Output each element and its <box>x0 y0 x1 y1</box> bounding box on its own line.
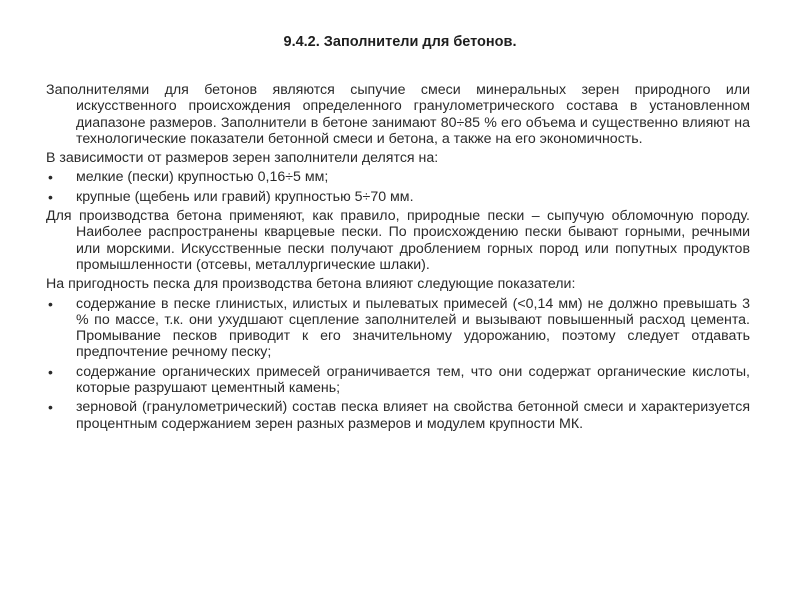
bullet-icon: • <box>48 169 53 186</box>
bullet-icon: • <box>48 399 53 416</box>
classification-intro: В зависимости от размеров зерен заполнители делятся на: <box>46 150 439 167</box>
intro-paragraph: Заполнителями для бетонов являются сыпучие смеси минеральных зерен природного или искусственного происхождения определенного гранулометрического состава в установленном диапазоне размеров. Заполнители в бетоне занимают 80÷85 % его объема и существенно влияют на технологические показатели бетонной смеси и бетона, а также на его экономичность. <box>46 82 750 147</box>
document-body <box>46 82 750 435</box>
bullet-icon: • <box>48 295 53 312</box>
indicator-list <box>46 296 750 432</box>
bullet-icon: • <box>48 363 53 380</box>
list-item-text: зерновой (гранулометрический) состав песка влияет на свойства бетонной смеси и характеризуется процентным содержанием зерен разных размеров и модулем крупности МК. <box>76 399 750 432</box>
indicators-intro: На пригодность песка для производства бетона влияют следующие показатели: <box>46 276 576 293</box>
page-title: 9.4.2. Заполнители для бетонов. <box>283 34 517 50</box>
list-item-text: содержание в песке глинистых, илистых и пылеватых примесей (<0,14 мм) не должно превышать 3 % по массе, т.к. они ухудшают сцепление заполнителей и вызывают повышенный расход цемента. Промывание песков приводит к его значительному удорожанию, поэтому следует отдавать предпочтение речному песку; <box>76 295 750 361</box>
list-item-text: мелкие (пески) крупностью 0,16÷5 мм; <box>76 169 329 186</box>
bullet-icon: • <box>48 188 53 205</box>
list-item-text: крупные (щебень или гравий) крупностью 5÷70 мм. <box>76 188 414 205</box>
list-item <box>46 364 750 397</box>
list-item <box>46 399 750 432</box>
list-item-text: содержание органических примесей ограничивается тем, что они содержат органические кислоты, которые разрушают цементный камень; <box>76 363 750 397</box>
list-item <box>46 189 750 205</box>
size-list <box>46 169 750 205</box>
list-item <box>46 296 750 361</box>
sand-paragraph: Для производства бетона применяют, как правило, природные пески – сыпучую обломочную породу. Наиболее распространены кварцевые пески. По происхождению пески бывают горными, речными или морскими. Искусственные пески получают дроблением горных пород или попутных продуктов промышленности (отсевы, металлургические шлаки). <box>46 208 750 273</box>
list-item <box>46 169 750 185</box>
